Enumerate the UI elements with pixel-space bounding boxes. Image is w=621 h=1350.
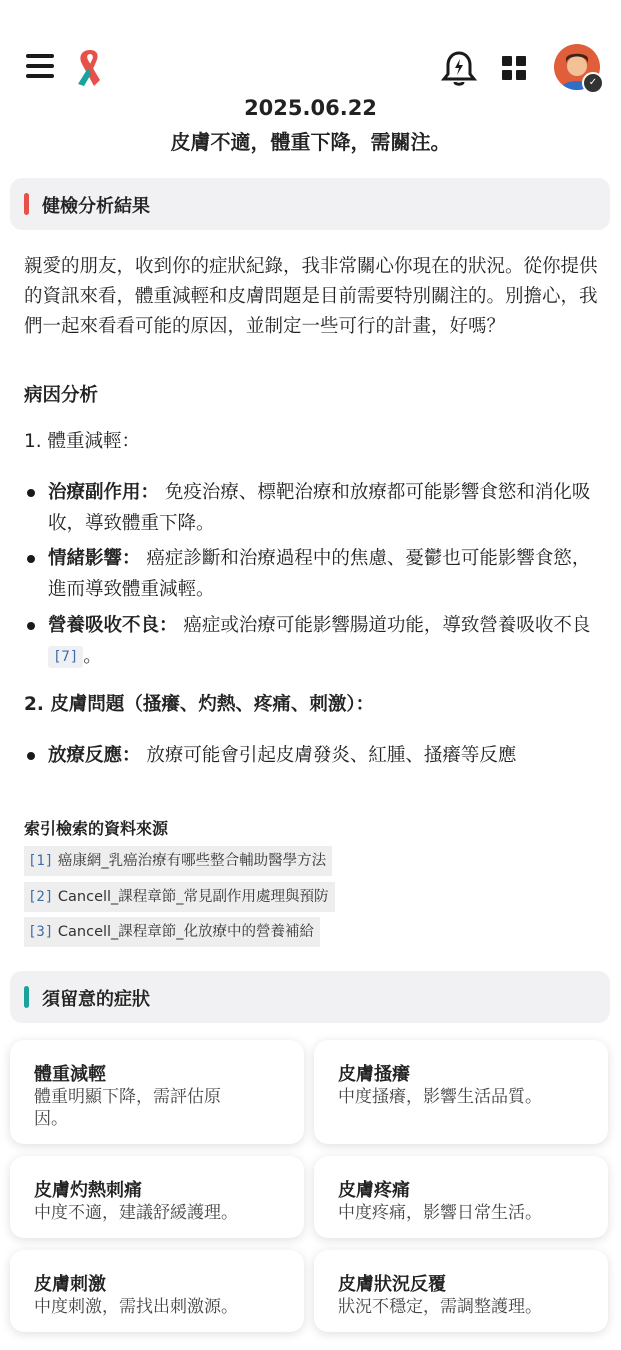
list-item-term: 營養吸收不良： [48, 615, 178, 636]
symptom-card-desc: 中度不適，建議舒緩護理。 [34, 1203, 238, 1223]
symptom-card-desc: 中度疼痛，影響日常生活。 [338, 1203, 542, 1223]
source-link[interactable]: [3] Cancell_課程章節_化放療中的營養補給 [24, 917, 320, 947]
page-date: 2025.06.22 [244, 96, 377, 120]
symptom-card-desc: 中度搔癢，影響生活品質。 [338, 1087, 542, 1107]
symptom-card-title: 皮膚狀況反覆 [338, 1274, 446, 1295]
group-label: 1. 體重減輕： [24, 431, 141, 452]
symptom-card[interactable] [10, 1156, 304, 1238]
symptom-card-title: 皮膚疼痛 [338, 1180, 410, 1201]
symptom-card[interactable] [10, 1250, 304, 1332]
sources-title: 索引檢索的資料來源 [24, 819, 169, 838]
chevron-down-icon[interactable]: ✓ [582, 72, 604, 94]
list-item-term: 治療副作用： [48, 482, 160, 503]
hamburger-menu-icon[interactable] [26, 52, 56, 82]
symptom-card-title: 體重減輕 [34, 1064, 106, 1085]
top-bar [0, 40, 621, 96]
awareness-ribbon-icon[interactable] [70, 46, 106, 90]
intro-paragraph: 親愛的朋友，收到你的症狀紀錄，我非常關心你現在的狀況。從你提供的資訊來看，體重減輕和皮膚問題是目前需要特別關注的。別擔心，我們一起來看看可能的原因，並制定一些可行的計畫，好嗎？ [24, 256, 598, 337]
source-link[interactable]: [2] Cancell_課程章節_常見副作用處理與預防 [24, 882, 335, 912]
list-item-text: 癌症診斷和治療過程中的焦慮、憂鬱也可能影響食慾，進而導致體重減輕。 [48, 548, 591, 600]
source-link[interactable]: [1] 癌康網_乳癌治療有哪些整合輔助醫學方法 [24, 846, 332, 876]
symptom-card[interactable] [314, 1250, 608, 1332]
section-header-analysis [10, 178, 610, 230]
symptom-card[interactable] [10, 1040, 304, 1144]
section-accent-bar [24, 193, 29, 215]
symptom-card-title: 皮膚刺激 [34, 1274, 106, 1295]
section-title: 須留意的症狀 [42, 989, 150, 1010]
cause-heading: 病因分析 [24, 385, 99, 406]
list-item-text: 癌症或治療可能影響腸道功能，導致營養吸收不良 [177, 615, 591, 636]
grid-icon[interactable] [502, 56, 528, 82]
group-label: 2. 皮膚問題（搔癢、灼熱、疼痛、刺激）： [24, 694, 375, 715]
list-item: 營養吸收不良： 癌症或治療可能影響腸道功能，導致營養吸收不良 [7] 。 [24, 610, 599, 672]
list-item-term: 放療反應： [48, 745, 141, 766]
symptom-card[interactable] [314, 1040, 608, 1144]
citation-link[interactable]: [7] [48, 646, 83, 668]
list-item [24, 740, 599, 771]
section-accent-bar [24, 986, 29, 1008]
symptom-card[interactable] [314, 1156, 608, 1238]
page-title: 皮膚不適，體重下降，需關注。 [170, 130, 451, 154]
list-item-term: 情緒影響： [48, 548, 141, 569]
bell-alert-icon[interactable] [441, 50, 477, 88]
section-title: 健檢分析結果 [42, 196, 150, 217]
symptom-card-title: 皮膚搔癢 [338, 1064, 410, 1085]
section-header-symptoms [10, 971, 610, 1023]
symptom-card-desc: 中度刺激，需找出刺激源。 [34, 1297, 238, 1317]
list-item [24, 477, 599, 539]
symptom-card-title: 皮膚灼熱刺痛 [34, 1180, 142, 1201]
symptom-card-desc: 狀況不穩定，需調整護理。 [338, 1297, 542, 1317]
list-item [24, 543, 599, 605]
list-item-text: 免疫治療、標靶治療和放療都可能影響食慾和消化吸收，導致體重下降。 [48, 482, 591, 534]
symptom-card-desc: 體重明顯下降，需評估原因。 [34, 1087, 221, 1129]
list-item-text: 放療可能會引起皮膚發炎、紅腫、搔癢等反應 [140, 745, 517, 766]
